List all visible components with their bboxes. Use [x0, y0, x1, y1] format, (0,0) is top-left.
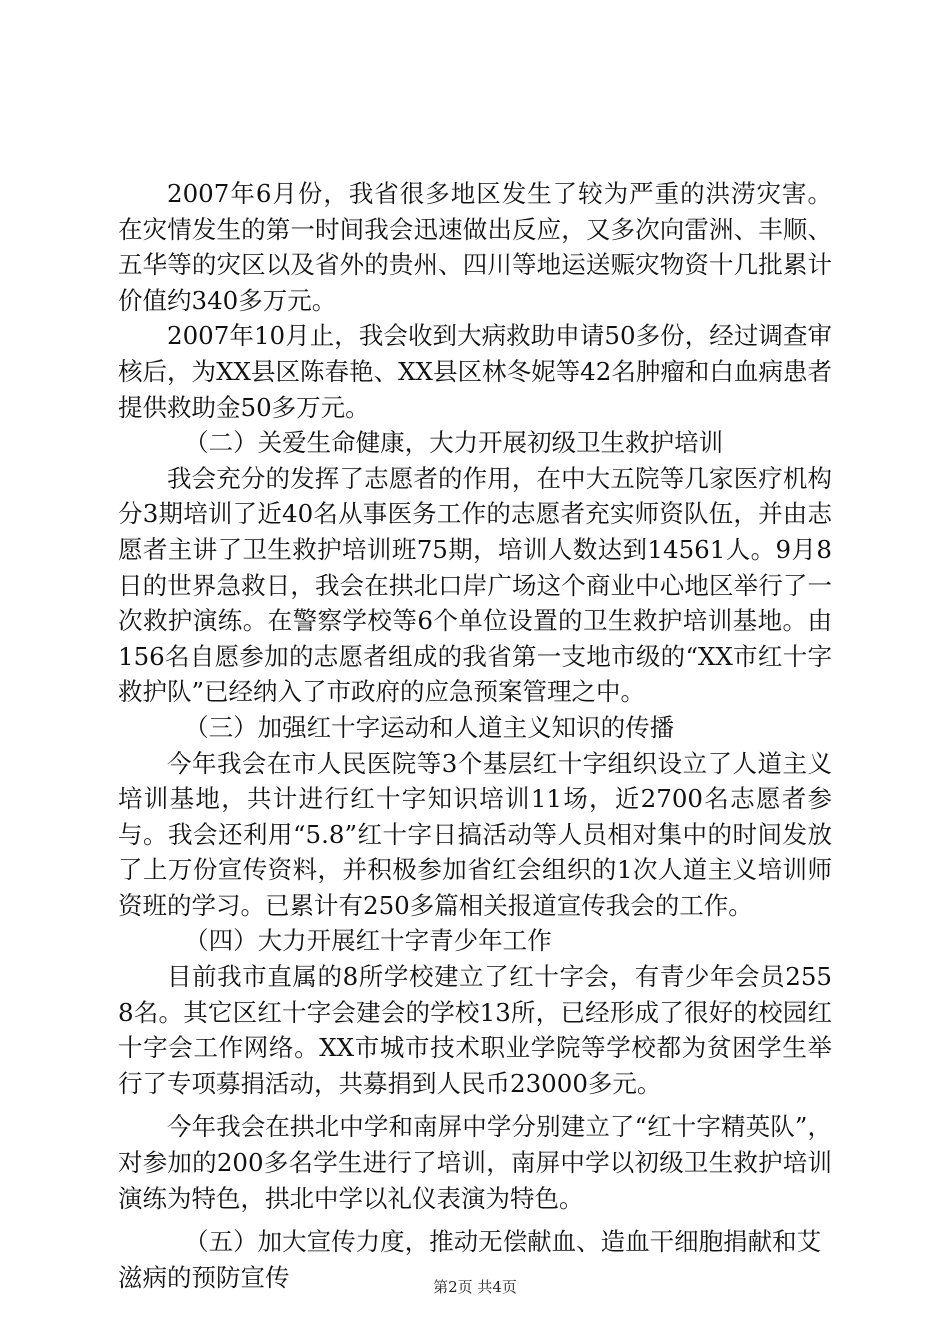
page-number-footer: 第2页 共4页: [433, 1278, 517, 1296]
paragraph-gap: [118, 1216, 832, 1224]
paragraph-elite-team: 今年我会在拱北中学和南屏中学分别建立了“红十字精英队”，对参加的200多名学生进行了培训，南屏中学以初级卫生救护培训演练为特色，拱北中学以礼仪表演为特色。: [118, 1112, 832, 1213]
paragraph-youth-work: 目前我市直属的8所学校建立了红十字会，有青少年会员2558名。其它区红十字会建会的学校13所，已经形成了很好的校园红十字会工作网络。XX市城市技术职业学院等学校都为贫困学生举行了专项募捐活动，共募捐到人民币23000多元。: [118, 962, 832, 1098]
section-heading-2: （二）关爱生命健康，大力开展初级卫生救护培训: [184, 428, 724, 458]
section-heading-4: （四）大力开展红十字青少年工作: [184, 926, 552, 956]
paragraph-illness-aid: 2007年10月止，我会收到大病救助申请50多份，经过调查审核后，为XX县区陈春艳、XX县区林冬妮等42名肿瘤和白血病患者提供救助金50多万元。: [118, 321, 832, 422]
paragraph-first-aid-training: 我会充分的发挥了志愿者的作用，在中大五院等几家医疗机构分3期培训了近40名从事医务工作的志愿者充实师资队伍，并由志愿者主讲了卫生救护培训班75期，培训人数达到14561人。9月8日的世界急救日，我会在拱北口岸广场这个商业中心地区举行了一次救护演练。在警察学校等6个单位设置的卫生救护培训基地。由156名自愿参加的志愿者组成的我省第一支地市级的“XX市红十字救护队”已经纳入了市政府的应急预案管理之中。: [118, 463, 832, 707]
paragraph-gap: [118, 1101, 832, 1109]
document-body: [118, 176, 832, 1295]
section-heading-3: （三）加强红十字运动和人道主义知识的传播: [184, 712, 675, 742]
paragraph-humanitarian-training: 今年我会在市人民医院等3个基层红十字组织设立了人道主义培训基地，共计进行红十字知识培训11场，近2700名志愿者参与。我会还利用“5.8”红十字日搞活动等人员相对集中的时间发放了上万份宣传资料，并积极参加省红会组织的1次人道主义培训师资班的学习。已累计有250多篇相关报道宣传我会的工作。: [118, 748, 832, 920]
section-heading-5: （五）加大宣传力度，推动无偿献血、造血干细胞捐献和艾滋病的预防宣传: [118, 1227, 822, 1292]
paragraph-flood-relief: 2007年6月份，我省很多地区发生了较为严重的洪涝灾害。在灾情发生的第一时间我会迅速做出反应，又多次向雷洲、丰顺、五华等的灾区以及省外的贵州、四川等地运送赈灾物资十几批累计价值约340多万元。: [118, 179, 832, 315]
